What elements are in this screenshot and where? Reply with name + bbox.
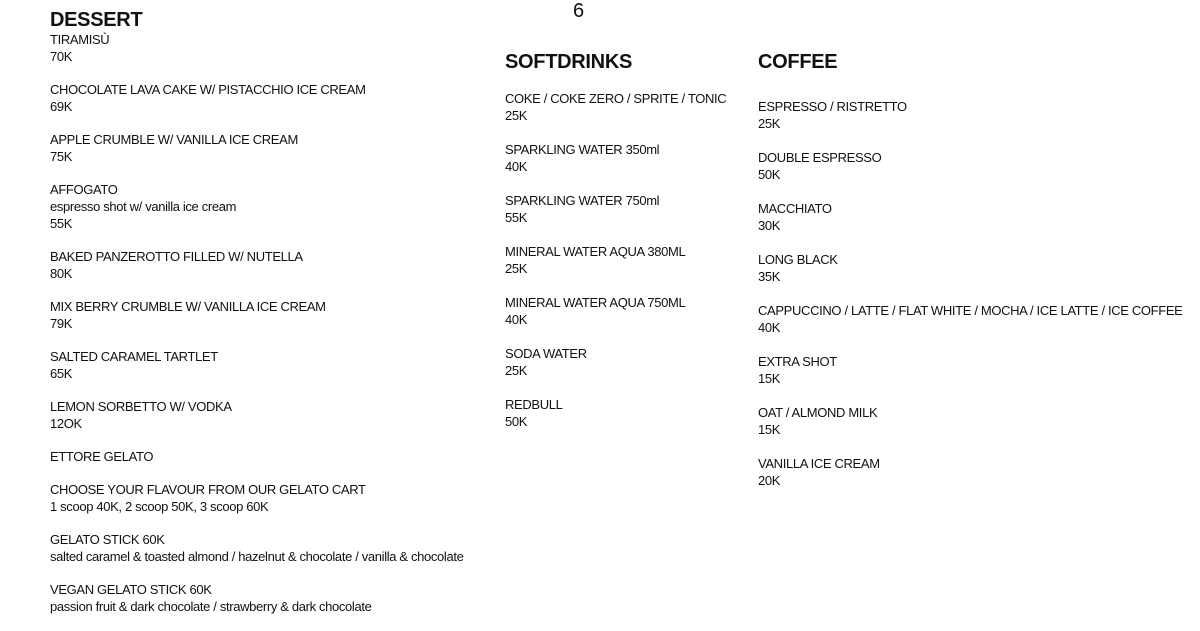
item-name: COKE / COKE ZERO / SPRITE / TONIC bbox=[505, 91, 727, 106]
menu-item bbox=[505, 345, 726, 379]
dessert-list bbox=[50, 31, 464, 615]
item-price: 80K bbox=[50, 266, 73, 281]
item-price: 30K bbox=[758, 218, 781, 233]
item-price: 40K bbox=[505, 159, 528, 174]
menu-item bbox=[758, 302, 1182, 336]
item-name: MACCHIATO bbox=[758, 201, 832, 216]
item-name: SPARKLING WATER 350ml bbox=[505, 142, 660, 157]
item-price: 25K bbox=[505, 363, 528, 378]
menu-item bbox=[505, 243, 726, 277]
item-price: 25K bbox=[758, 116, 781, 131]
menu-item bbox=[758, 149, 1182, 183]
item-description: salted caramel & toasted almond / hazelnut & chocolate / vanilla & chocolate bbox=[50, 549, 464, 564]
menu-item bbox=[50, 531, 464, 565]
menu-item bbox=[50, 398, 464, 432]
item-price: 65K bbox=[50, 366, 73, 381]
menu-item bbox=[50, 448, 464, 465]
menu-item bbox=[50, 181, 464, 232]
item-name: GELATO STICK 60K bbox=[50, 532, 165, 547]
item-price: 69K bbox=[50, 99, 73, 114]
page-number: 6 bbox=[573, 0, 585, 22]
item-price: 15K bbox=[758, 371, 781, 386]
menu-item bbox=[50, 131, 464, 165]
menu-item bbox=[50, 81, 464, 115]
item-name: SODA WATER bbox=[505, 346, 587, 361]
item-price: 12OK bbox=[50, 416, 82, 431]
item-name: TIRAMISÙ bbox=[50, 32, 110, 47]
menu-item bbox=[505, 396, 726, 430]
item-price: 25K bbox=[505, 261, 528, 276]
menu-item bbox=[505, 141, 726, 175]
item-price: 35K bbox=[758, 269, 781, 284]
item-name: MINERAL WATER AQUA 750ML bbox=[505, 295, 686, 310]
menu-item bbox=[50, 248, 464, 282]
item-price: 55K bbox=[50, 216, 73, 231]
item-price: 50K bbox=[758, 167, 781, 182]
dessert-section bbox=[50, 9, 464, 631]
item-name: SPARKLING WATER 750ml bbox=[505, 193, 660, 208]
item-name: ESPRESSO / RISTRETTO bbox=[758, 99, 907, 114]
menu-item bbox=[505, 192, 726, 226]
item-name: REDBULL bbox=[505, 397, 563, 412]
menu-item bbox=[758, 455, 1182, 489]
item-price: 20K bbox=[758, 473, 781, 488]
item-price: 50K bbox=[505, 414, 528, 429]
menu-item bbox=[758, 200, 1182, 234]
item-price: 40K bbox=[505, 312, 528, 327]
coffee-list bbox=[758, 98, 1182, 489]
item-name: SALTED CARAMEL TARTLET bbox=[50, 349, 218, 364]
item-price: 55K bbox=[505, 210, 528, 225]
item-price: 70K bbox=[50, 49, 73, 64]
dessert-title: DESSERT bbox=[50, 9, 143, 31]
item-price: 15K bbox=[758, 422, 781, 437]
item-name: OAT / ALMOND MILK bbox=[758, 405, 878, 420]
item-name: MINERAL WATER AQUA 380ML bbox=[505, 244, 686, 259]
item-name: ETTORE GELATO bbox=[50, 449, 154, 464]
menu-item bbox=[758, 404, 1182, 438]
softdrinks-section bbox=[505, 51, 726, 447]
item-name: DOUBLE ESPRESSO bbox=[758, 150, 882, 165]
menu-item bbox=[50, 348, 464, 382]
item-price: 40K bbox=[758, 320, 781, 335]
menu-item bbox=[50, 481, 464, 515]
item-name: VEGAN GELATO STICK 60K bbox=[50, 582, 212, 597]
item-name: MIX BERRY CRUMBLE W/ VANILLA ICE CREAM bbox=[50, 299, 326, 314]
softdrinks-title: SOFTDRINKS bbox=[505, 51, 633, 73]
item-description: espresso shot w/ vanilla ice cream bbox=[50, 199, 237, 214]
item-name: LONG BLACK bbox=[758, 252, 838, 267]
menu-item bbox=[758, 98, 1182, 132]
coffee-title: COFFEE bbox=[758, 51, 838, 73]
item-name: CHOOSE YOUR FLAVOUR FROM OUR GELATO CART bbox=[50, 482, 366, 497]
menu-item bbox=[758, 251, 1182, 285]
item-name: APPLE CRUMBLE W/ VANILLA ICE CREAM bbox=[50, 132, 298, 147]
item-name: CAPPUCCINO / LATTE / FLAT WHITE / MOCHA / ICE LATTE / ICE COFFEE bbox=[758, 303, 1183, 318]
item-price: 25K bbox=[505, 108, 528, 123]
item-name: VANILLA ICE CREAM bbox=[758, 456, 880, 471]
softdrinks-list bbox=[505, 90, 726, 430]
item-name: LEMON SORBETTO W/ VODKA bbox=[50, 399, 232, 414]
item-price: 75K bbox=[50, 149, 73, 164]
coffee-section bbox=[758, 51, 1182, 506]
item-name: AFFOGATO bbox=[50, 182, 118, 197]
menu-item bbox=[505, 294, 726, 328]
menu-item bbox=[50, 31, 464, 65]
item-name: EXTRA SHOT bbox=[758, 354, 837, 369]
menu-item bbox=[758, 353, 1182, 387]
item-name: BAKED PANZEROTTO FILLED W/ NUTELLA bbox=[50, 249, 303, 264]
menu-item bbox=[505, 90, 726, 124]
item-name: CHOCOLATE LAVA CAKE W/ PISTACCHIO ICE CREAM bbox=[50, 82, 366, 97]
item-price: 1 scoop 40K, 2 scoop 50K, 3 scoop 60K bbox=[50, 499, 269, 514]
item-description: passion fruit & dark chocolate / strawberry & dark chocolate bbox=[50, 599, 372, 614]
menu-item bbox=[50, 581, 464, 615]
item-price: 79K bbox=[50, 316, 73, 331]
menu-item bbox=[50, 298, 464, 332]
